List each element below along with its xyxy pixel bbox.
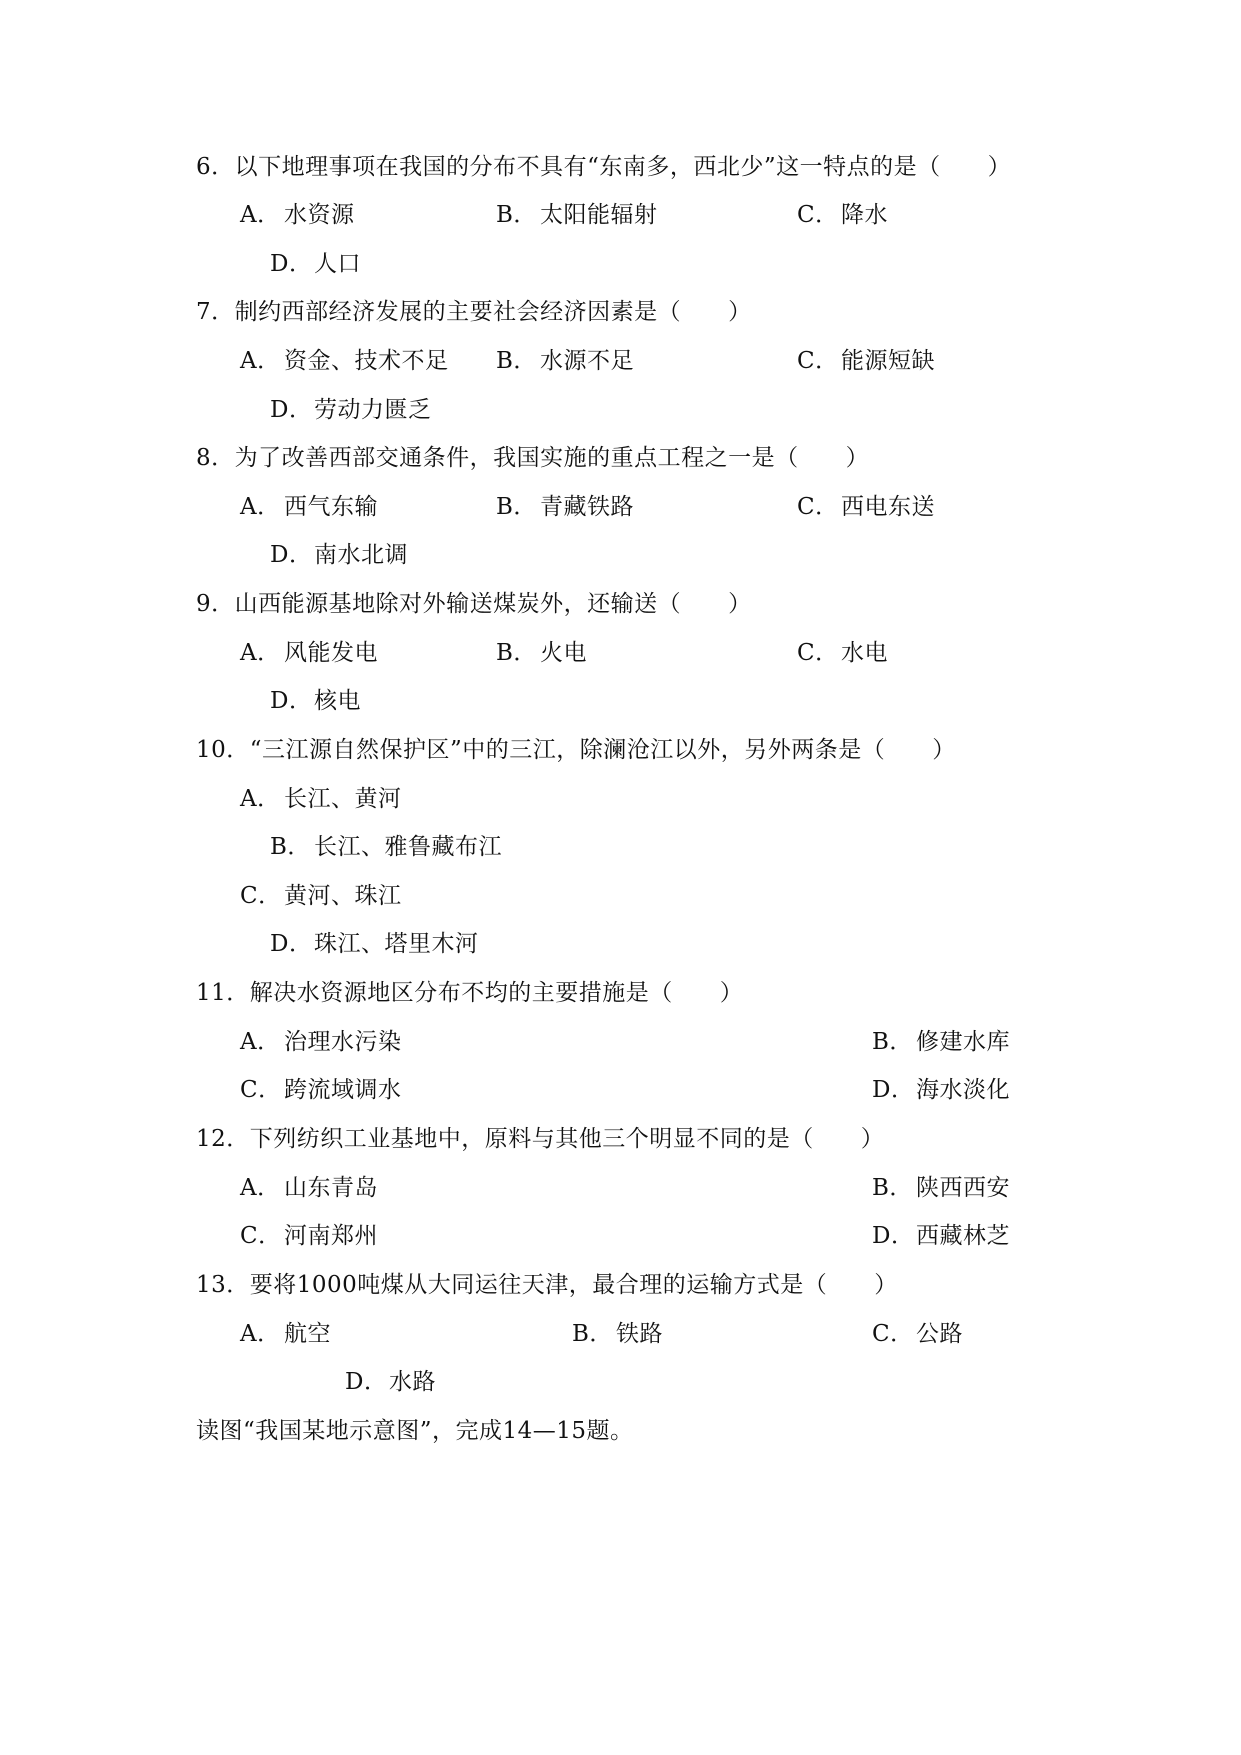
option-letter: B．	[872, 1029, 913, 1055]
question-7-option-c	[797, 346, 935, 376]
question-6-option-b	[496, 200, 658, 230]
question-7-option-b	[496, 346, 634, 376]
option-text: 太阳能辐射	[540, 202, 658, 228]
question-7-option-d	[270, 395, 432, 425]
option-letter: C．	[872, 1321, 914, 1347]
option-letter: A．	[240, 786, 281, 812]
option-letter: B．	[496, 348, 537, 374]
option-letter: D．	[270, 931, 313, 957]
option-letter: A．	[240, 348, 281, 374]
option-letter: C．	[797, 348, 839, 374]
question-10-option-c	[240, 881, 402, 911]
option-letter: C．	[797, 202, 839, 228]
question-13-option-b	[572, 1319, 663, 1349]
option-text: 核电	[314, 688, 361, 714]
question-9-option-a	[240, 638, 378, 668]
option-text: 修建水库	[916, 1029, 1010, 1055]
question-11-option-d	[872, 1075, 1010, 1105]
option-text: 水源不足	[540, 348, 634, 374]
option-text: 风能发电	[284, 640, 378, 666]
option-text: 火电	[540, 640, 587, 666]
question-10-option-a	[240, 784, 402, 814]
option-text: 西气东输	[284, 494, 378, 520]
option-letter: B．	[872, 1175, 913, 1201]
question-9-option-b	[496, 638, 587, 668]
option-letter: B．	[496, 202, 537, 228]
option-text: 南水北调	[314, 542, 408, 568]
option-text: 青藏铁路	[540, 494, 634, 520]
option-text: 人口	[314, 251, 361, 277]
option-text: 西藏林芝	[916, 1223, 1010, 1249]
question-8-option-d	[270, 540, 408, 570]
question-13-stem: 13．要将1000吨煤从大同运往天津，最合理的运输方式是（ ）	[196, 1272, 898, 1298]
question-11-option-a	[240, 1027, 402, 1057]
option-letter: C．	[797, 640, 839, 666]
option-letter: D．	[270, 397, 313, 423]
question-12-option-d	[872, 1221, 1010, 1251]
question-8-option-c	[797, 492, 935, 522]
question-8-stem: 8．为了改善西部交通条件，我国实施的重点工程之一是（ ）	[196, 445, 870, 471]
option-text: 山东青岛	[284, 1175, 378, 1201]
question-8-option-a	[240, 492, 378, 522]
option-text: 劳动力匮乏	[314, 397, 432, 423]
option-text: 能源短缺	[841, 348, 935, 374]
option-letter: A．	[240, 1029, 281, 1055]
option-letter: D．	[872, 1077, 915, 1103]
question-9-option-d	[270, 686, 361, 716]
option-letter: D．	[270, 688, 313, 714]
question-13-option-a	[240, 1319, 331, 1349]
option-letter: D．	[270, 542, 313, 568]
option-letter: A．	[240, 202, 281, 228]
option-text: 铁路	[616, 1321, 663, 1347]
option-letter: C．	[240, 1223, 282, 1249]
option-text: 航空	[284, 1321, 331, 1347]
question-12-option-a	[240, 1173, 378, 1203]
option-text: 水资源	[284, 202, 355, 228]
option-text: 长江、雅鲁藏布江	[314, 834, 502, 860]
reading-instruction: 读图“我国某地示意图”，完成14—15题。	[196, 1418, 634, 1444]
option-letter: B．	[496, 494, 537, 520]
question-10-stem: 10．“三江源自然保护区”中的三江，除澜沧江以外，另外两条是（ ）	[196, 737, 956, 763]
option-text: 西电东送	[841, 494, 935, 520]
option-letter: A．	[240, 494, 281, 520]
option-text: 珠江、塔里木河	[314, 931, 479, 957]
option-text: 降水	[841, 202, 888, 228]
question-10-option-d	[270, 929, 479, 959]
question-12-option-c	[240, 1221, 378, 1251]
question-9-stem: 9．山西能源基地除对外输送煤炭外，还输送（ ）	[196, 591, 752, 617]
question-10-option-b	[270, 832, 502, 862]
option-text: 治理水污染	[284, 1029, 402, 1055]
option-text: 跨流域调水	[284, 1077, 402, 1103]
question-13-option-c	[872, 1319, 963, 1349]
option-letter: D．	[270, 251, 313, 277]
option-letter: D．	[872, 1223, 915, 1249]
option-letter: C．	[240, 883, 282, 909]
option-letter: B．	[496, 640, 537, 666]
option-letter: A．	[240, 1175, 281, 1201]
question-13-option-d	[345, 1367, 436, 1397]
option-text: 黄河、珠江	[284, 883, 402, 909]
question-6-option-a	[240, 200, 355, 230]
question-7-option-a	[240, 346, 449, 376]
question-12-option-b	[872, 1173, 1010, 1203]
option-text: 长江、黄河	[284, 786, 402, 812]
question-12-stem: 12．下列纺织工业基地中，原料与其他三个明显不同的是（ ）	[196, 1126, 885, 1152]
question-9-option-c	[797, 638, 888, 668]
option-letter: B．	[270, 834, 311, 860]
question-7-stem: 7．制约西部经济发展的主要社会经济因素是（ ）	[196, 299, 752, 325]
option-text: 海水淡化	[916, 1077, 1010, 1103]
question-11-option-c	[240, 1075, 402, 1105]
option-text: 水电	[841, 640, 888, 666]
option-text: 公路	[916, 1321, 963, 1347]
question-6-stem: 6．以下地理事项在我国的分布不具有“东南多，西北少”这一特点的是（ ）	[196, 154, 1012, 180]
option-letter: A．	[240, 640, 281, 666]
question-11-stem: 11．解决水资源地区分布不均的主要措施是（ ）	[196, 980, 744, 1006]
option-text: 河南郑州	[284, 1223, 378, 1249]
question-11-option-b	[872, 1027, 1010, 1057]
question-6-option-d	[270, 249, 361, 279]
question-6-option-c	[797, 200, 888, 230]
option-letter: B．	[572, 1321, 613, 1347]
option-text: 水路	[389, 1369, 436, 1395]
option-text: 资金、技术不足	[284, 348, 449, 374]
option-letter: C．	[797, 494, 839, 520]
option-letter: A．	[240, 1321, 281, 1347]
option-letter: D．	[345, 1369, 388, 1395]
option-letter: C．	[240, 1077, 282, 1103]
option-text: 陕西西安	[916, 1175, 1010, 1201]
question-8-option-b	[496, 492, 634, 522]
